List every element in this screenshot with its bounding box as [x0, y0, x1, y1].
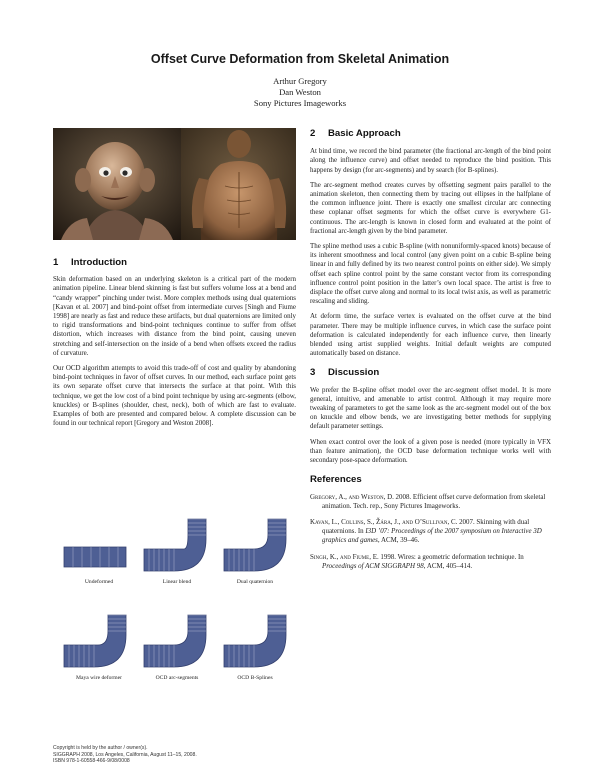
deformed-tube-mesh	[144, 615, 206, 667]
author-name: Dan Weston	[279, 87, 321, 97]
figure-caption: Dual quaternion	[236, 579, 274, 585]
deformation-comparison-figure	[60, 513, 292, 713]
deformed-tube-mesh	[224, 615, 286, 667]
paragraph: Skin deformation based on an underlying skeleton is a critical part of the modern animation pipeline. Linear blend skinning is fast but suffers volume loss at a bend and “candy wrapper” pinching under twist. More complex methods using dual quaternions [Kavan et al. 2007] and bind-point offset from intermediate curves [Singh and Fiume 1998] are nearly as fast and reduce these artifacts, but dual quaternions are limited only to rigid transformations and bind-point techniques continue to suffer from offset distortion, which increases with distance from the bind point, causing uneven stretching and self-intersection on the inside of a bend when offsets exceed the radius of curvature.	[53, 275, 296, 357]
author-name: Arthur Gregory	[273, 76, 327, 86]
character-render-image	[53, 128, 181, 240]
deformed-tube-mesh	[64, 615, 126, 667]
copyright-footer	[53, 745, 293, 765]
figure-caption: OCD B-Splines	[237, 675, 273, 681]
figure-caption: Maya wire deformer	[76, 675, 122, 681]
affiliation: Sony Pictures Imageworks	[253, 98, 347, 108]
section-heading: 2 Basic Approach	[310, 128, 401, 139]
paragraph: At bind time, we record the bind parameter (the fractional arc-length of the bind point along the influence curve) and offset needed to reproduce the bind position. This happens by design (for arc-segments) and by search (for B-splines).	[310, 147, 551, 174]
reference-item: Singh, K., and Fiume, E. 1998. Wires: a geometric deformation technique. In Proceedings of ACM SIGGRAPH 98, ACM, 405–414.	[310, 552, 524, 570]
section-basic-approach	[310, 129, 551, 578]
section-heading: 3 Discussion	[310, 367, 380, 379]
paragraph: Our OCD algorithm attempts to avoid this trade-off of cost and quality by abandoning bind-point techniques in favor of offset curves. In our method, each surface point gets its own separate offset curve that intersects the surface at that point. With this technique, we get the low cost of a bind point technique by using arc-segments (elbow, knuckles) or B-splines (shoulder, chest, neck), both of which are fast to evaluate. Examples of both are presented and compared below. A complete discussion can be found in our technical report [Gregory and Weston 2008].	[53, 364, 296, 428]
deformed-tube-mesh	[64, 547, 126, 567]
figure-caption: Linear blend	[162, 579, 192, 585]
paragraph: The spline method uses a cubic B-spline (with nonuniformly-spaced knots) because of its inherent smoothness and local control (any given point on a cubic B-spline being linear in and fully defined by its two nearest control points on either side). We simply offset each spline control point by the same constant vector from its corresponding influence control point position in the latter’s own local space. The artist is free to displace the offset curve along and normal to its local twist axis, as well as parametric rescaling and sliding.	[310, 242, 551, 306]
deformed-tube-mesh	[144, 519, 206, 571]
paper-title: Offset Curve Deformation from Skeletal Animation	[150, 52, 450, 66]
footer-line: SIGGRAPH 2008, Los Angeles, California, August 11–15, 2008.	[53, 751, 197, 758]
figure-caption: OCD arc-segments	[155, 675, 199, 681]
references-heading: References	[310, 474, 362, 486]
reference-item: Gregory, A., and Weston, D. 2008. Efficient offset curve deformation from skeletal animation. Tech. rep., Sony Pictures Imageworks.	[310, 492, 546, 510]
deformation-grid-figure	[60, 513, 292, 713]
author-block	[0, 76, 600, 109]
paragraph: At deform time, the surface vertex is evaluated on the offset curve at the bind parameter. There may be multiple influence curves, in which case the surface point deformation is calculated independently for each influence curve, then linearly blended using artist supplied weights. Initial default weights are computed automatically based on distance.	[310, 312, 551, 358]
deformed-tube-mesh	[224, 519, 286, 571]
section-heading: 1 Introduction	[53, 257, 127, 268]
paragraph: The arc-segment method creates curves by offsetting segment pairs parallel to the animation skeleton, then connecting them by tracing out ellipses in the halfplane of the common influence joint. There is exactly one smallest circular arc connecting these coplanar offset segments for which the offset curve is everywhere G1-continuous. The arc-length is known in closed form and evaluated at the point of fractional arc-length given by the bind parameter.	[310, 180, 551, 235]
paragraph: We prefer the B-spline offset model over the arc-segment offset model. It is more general, intuitive, and amenable to artist control. Although it may require more tweaking of parameters to get the same look as the arc-segment model out of the box on knuckle and elbow bends, we are investigating better methods for supplying default parameter settings.	[310, 385, 551, 431]
paragraph: When exact control over the look of a given pose is needed (more typically in VFX than feature animation), the OCD base deformation technique works well with secondary pose-space deformation.	[310, 437, 551, 465]
torso-render-image	[181, 128, 296, 240]
footer-line: Copyright is held by the author / owner(s).	[53, 745, 148, 751]
footer-line: ISBN 978-1-60558-466-9/08/0008	[53, 758, 130, 765]
teaser-images	[53, 128, 296, 240]
section-introduction	[53, 258, 296, 434]
figure-caption: Undeformed	[84, 579, 114, 585]
reference-item: Kavan, L., Collins, S., Žára, J., and O’Sullivan, C. 2007. Skinning with dual quaternions. In I3D ’07: Proceedings of the 2007 symposium on Interactive 3D graphics and games, ACM, 39–46.	[310, 517, 542, 545]
